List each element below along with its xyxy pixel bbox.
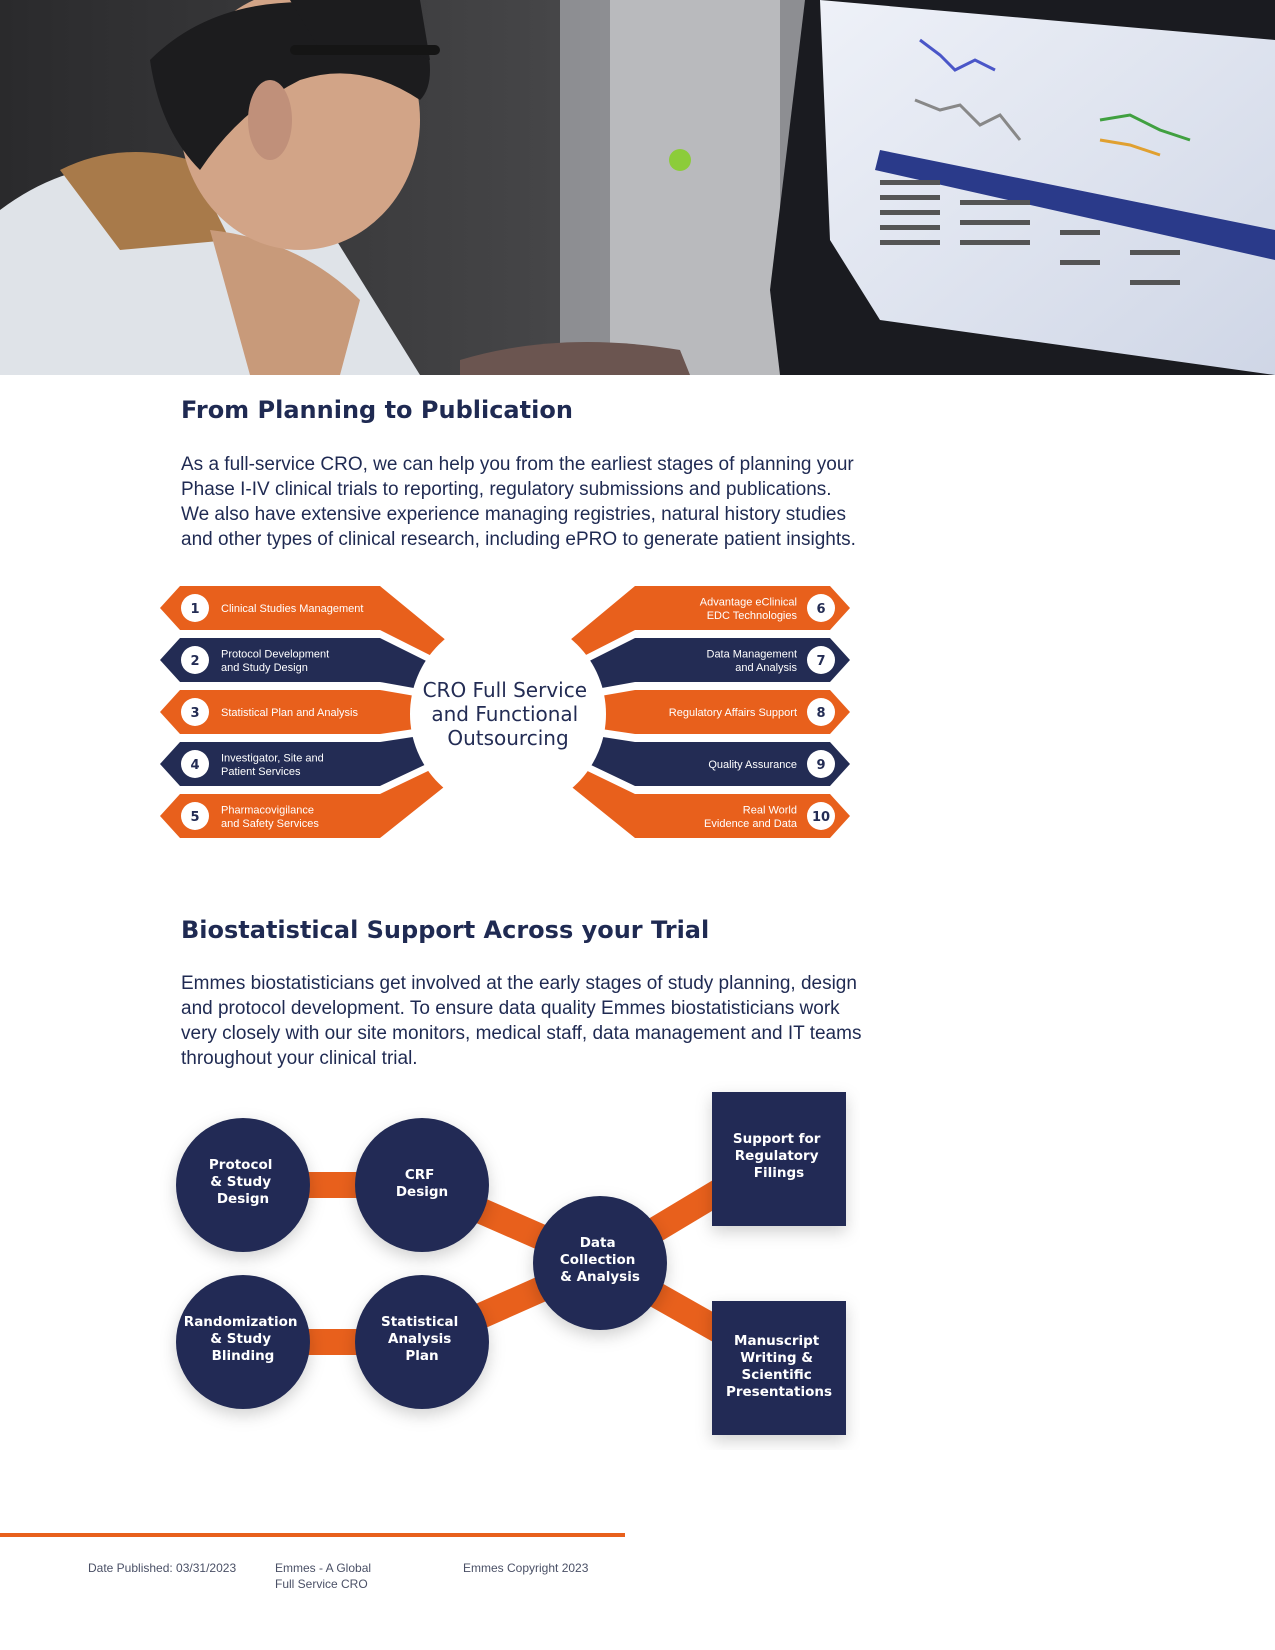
- section-body-biostatistical: [181, 971, 861, 1071]
- number-label: 2: [190, 654, 200, 669]
- service-label: Investigator, Site and Patient Services: [221, 752, 324, 778]
- service-item-2: [181, 646, 329, 674]
- number-label: 10: [811, 810, 831, 825]
- center-label-line: CRO Full Service: [422, 678, 588, 702]
- service-label: Data Management and Analysis: [706, 648, 797, 674]
- node-label: Statistical Analysis Plan: [381, 1314, 459, 1364]
- number-label: 9: [816, 758, 826, 773]
- service-label: Statistical Plan and Analysis: [221, 707, 358, 719]
- center-label-line: and Functional: [431, 702, 579, 726]
- body-line: Emmes biostatisticians get involved at the early stages of study planning, design: [181, 973, 857, 994]
- node-label: Data Collection & Analysis: [559, 1235, 640, 1285]
- service-label: Quality Assurance: [708, 759, 797, 771]
- body-line: and protocol development. To ensure data quality Emmes biostatisticians work: [181, 998, 840, 1019]
- org-line: Full Service CRO: [275, 1577, 368, 1591]
- node-randomization-blinding: [176, 1275, 310, 1409]
- body-line: We also have extensive experience managing registries, natural history studies: [181, 504, 846, 525]
- node-crf-design: [355, 1118, 489, 1252]
- footer-rule: [0, 1533, 625, 1537]
- hero-photo: [0, 0, 1275, 375]
- service-label: Regulatory Affairs Support: [668, 707, 797, 719]
- center-label: [423, 678, 594, 750]
- number-label: 1: [190, 602, 200, 617]
- node-label: Manuscript Writing & Scientific Presentations: [725, 1333, 833, 1400]
- service-item-5: [181, 802, 319, 830]
- number-label: 8: [816, 706, 826, 721]
- body-line: As a full-service CRO, we can help you from the earliest stages of planning your: [181, 454, 854, 475]
- date-published: Date Published: 03/31/2023: [88, 1561, 237, 1575]
- section-body-planning: [181, 452, 861, 552]
- footer-date: [88, 1560, 236, 1576]
- section-title-planning: From Planning to Publication: [181, 396, 573, 424]
- section-title-biostatistical: Biostatistical Support Across your Trial: [181, 916, 710, 944]
- node-data-collection-analysis: [533, 1196, 667, 1330]
- flow-connectors: [243, 1155, 780, 1365]
- service-label: Protocol Development and Study Design: [221, 648, 330, 674]
- node-label: CRF Design: [395, 1167, 449, 1200]
- node-support-regulatory-filings: [712, 1092, 846, 1226]
- node-manuscript-writing: [712, 1301, 846, 1435]
- copyright: Emmes Copyright 2023: [463, 1561, 589, 1575]
- body-line: and other types of clinical research, including ePRO to generate patient insights.: [181, 529, 856, 550]
- number-label: 6: [816, 602, 826, 617]
- hero-illustration: [0, 0, 1275, 375]
- center-label-line: Outsourcing: [447, 726, 569, 750]
- node-label: Support for Regulatory Filings: [732, 1131, 821, 1181]
- service-label: Advantage eClinical EDC Technologies: [699, 596, 797, 622]
- service-label: Real World Evidence and Data: [704, 804, 797, 830]
- node-label: Randomization & Study Blinding: [183, 1314, 298, 1364]
- number-label: 5: [190, 810, 200, 825]
- footer-org: [275, 1560, 371, 1592]
- node-label: Protocol & Study Design: [208, 1157, 273, 1207]
- node-protocol-study-design: [176, 1118, 310, 1252]
- footer-copyright: [463, 1560, 588, 1576]
- body-line: throughout your clinical trial.: [181, 1048, 418, 1069]
- body-line: very closely with our site monitors, medical staff, data management and IT teams: [181, 1023, 862, 1044]
- service-label: Pharmacovigilance and Safety Services: [221, 804, 319, 830]
- service-item-6: [700, 594, 835, 622]
- number-label: 7: [816, 654, 826, 669]
- biostat-flow-diagram: [160, 1080, 860, 1450]
- node-statistical-analysis-plan: [355, 1275, 489, 1409]
- services-diagram: [150, 580, 860, 850]
- number-label: 3: [190, 706, 200, 721]
- body-line: Phase I-IV clinical trials to reporting, regulatory submissions and publications.: [181, 479, 832, 500]
- number-label: 4: [190, 758, 200, 773]
- service-label: Clinical Studies Management: [221, 603, 364, 615]
- org-line: Emmes - A Global: [275, 1561, 372, 1575]
